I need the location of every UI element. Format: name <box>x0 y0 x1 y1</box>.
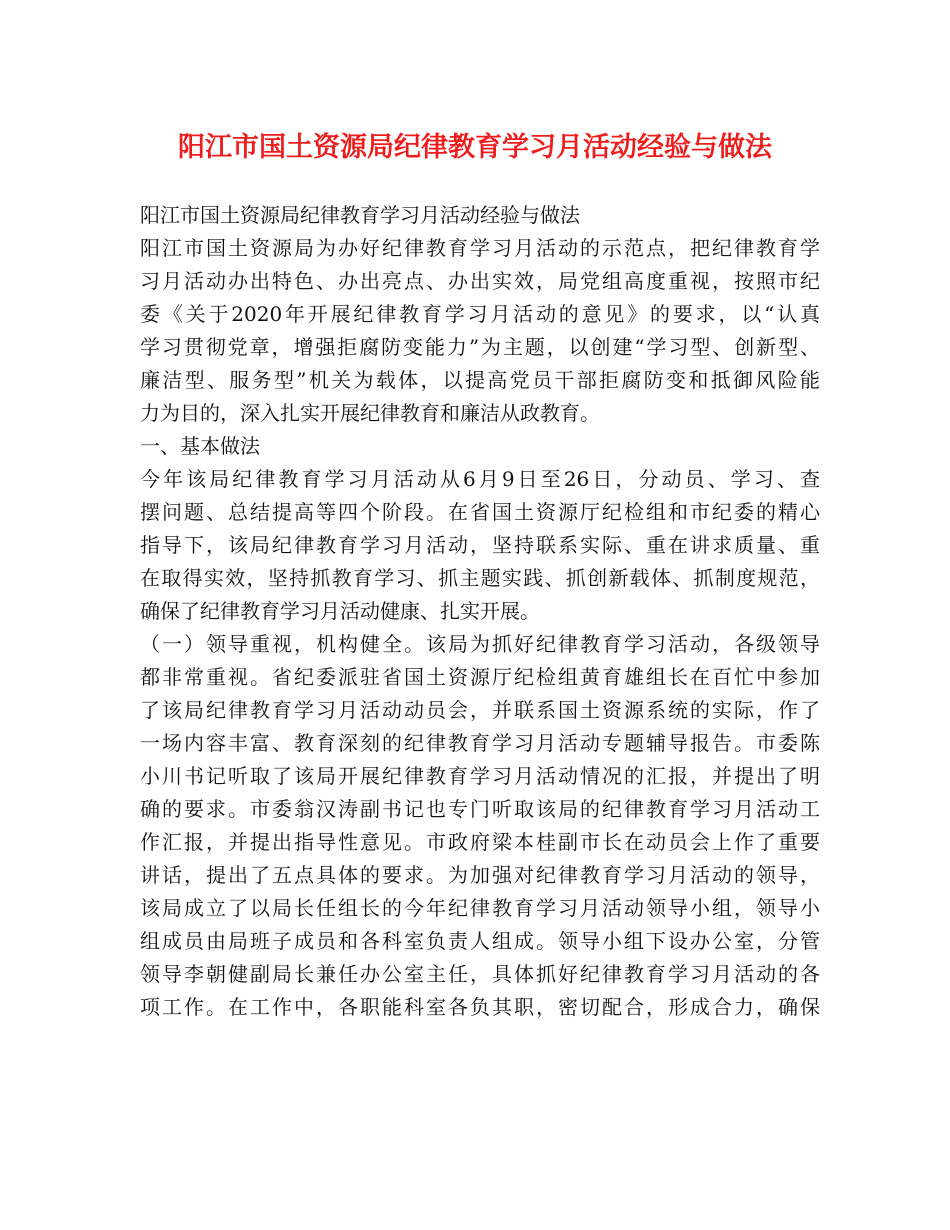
body-line: 项工作。在工作中，各职能科室各负其职，密切配合，形成合力，确保 <box>140 995 820 1019</box>
body-line: 都非常重视。省纪委派驻省国土资源厅纪检组黄育雄组长在百忙中参加 <box>140 665 820 689</box>
body-line: 讲话，提出了五点具体的要求。为加强对纪律教育学习月活动的领导， <box>140 863 820 887</box>
body-line: 作汇报，并提出指导性意见。市政府梁本桂副市长在动员会上作了重要 <box>140 830 820 854</box>
body-line-subtitle: 阳江市国土资源局纪律教育学习月活动经验与做法 <box>140 203 580 227</box>
body-line: （一）领导重视，机构健全。该局为抓好纪律教育学习活动，各级领导 <box>140 632 820 656</box>
body-line: 阳江市国土资源局为办好纪律教育学习月活动的示范点，把纪律教育学 <box>140 236 820 260</box>
section-heading: 一、基本做法 <box>140 434 260 458</box>
body-line: 廉洁型、服务型”机关为载体，以提高党员干部拒腐防变和抵御风险能 <box>140 368 820 392</box>
body-line: 力为目的，深入扎实开展纪律教育和廉洁从政教育。 <box>140 401 600 425</box>
body-line: 组成员由局班子成员和各科室负责人组成。领导小组下设办公室，分管 <box>140 929 820 953</box>
body-line: 确保了纪律教育学习月活动健康、扎实开展。 <box>140 599 540 623</box>
body-line: 领导李朝健副局长兼任办公室主任，具体抓好纪律教育学习月活动的各 <box>140 962 820 986</box>
document-body <box>140 199 820 1024</box>
document-title: 阳江市国土资源局纪律教育学习月活动经验与做法 <box>178 132 772 163</box>
body-line: 今年该局纪律教育学习月活动从6月9日至26日，分动员、学习、查 <box>140 467 820 491</box>
body-line: 指导下，该局纪律教育学习月活动，坚持联系实际、重在讲求质量、重 <box>140 533 820 557</box>
body-line: 确的要求。市委翁汉涛副书记也专门听取该局的纪律教育学习月活动工 <box>140 797 820 821</box>
body-line: 摆问题、总结提高等四个阶段。在省国土资源厅纪检组和市纪委的精心 <box>140 500 820 524</box>
body-line: 小川书记听取了该局开展纪律教育学习月活动情况的汇报，并提出了明 <box>140 764 820 788</box>
body-line: 学习贯彻党章，增强拒腐防变能力”为主题，以创建“学习型、创新型、 <box>140 335 820 359</box>
body-line: 该局成立了以局长任组长的今年纪律教育学习月活动领导小组，领导小 <box>140 896 820 920</box>
body-line: 委《关于2020年开展纪律教育学习月活动的意见》的要求，以“认真 <box>140 302 820 326</box>
body-line: 一场内容丰富、教育深刻的纪律教育学习月活动专题辅导报告。市委陈 <box>140 731 820 755</box>
body-line: 在取得实效，坚持抓教育学习、抓主题实践、抓创新载体、抓制度规范， <box>140 566 820 590</box>
body-line: 了该局纪律教育学习月活动动员会，并联系国土资源系统的实际，作了 <box>140 698 820 722</box>
body-line: 习月活动办出特色、办出亮点、办出实效，局党组高度重视，按照市纪 <box>140 269 820 293</box>
